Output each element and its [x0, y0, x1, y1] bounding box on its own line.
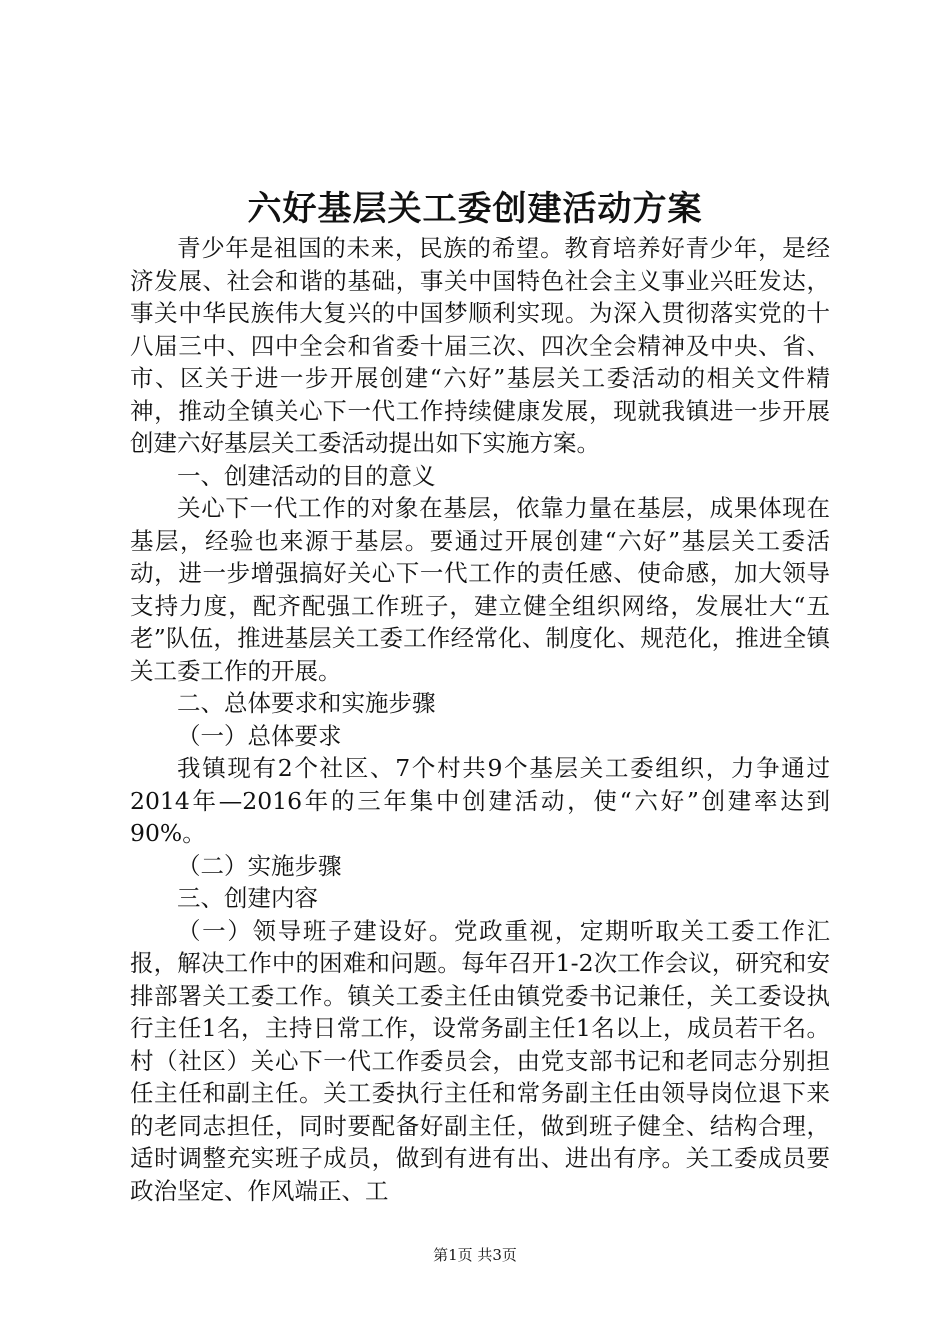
page-number-footer: 第1页 共3页	[433, 1246, 517, 1264]
subheading-general-requirements: （一）总体要求	[177, 721, 342, 750]
subheading-implementation-steps: （二）实施步骤	[177, 851, 342, 880]
heading-section-1: 一、创建活动的目的意义	[177, 461, 436, 490]
document-title: 六好基层关工委创建活动方案	[247, 189, 703, 229]
paragraph-leadership: （一）领导班子建设好。党政重视，定期听取关工委工作汇报，解决工作中的困难和问题。每年召开1-2次工作会议，研究和安排部署关工委工作。镇关工委主任由镇党委书记兼任，关工委设执行主任1名，主持日常工作，设常务副主任1名以上，成员若干名。村（社区）关心下一代工作委员会，由党支部书记和老同志分别担任主任和副主任。关工委执行主任和常务副主任由领导岗位退下来的老同志担任，同时要配备好副主任，做到班子健全、结构合理，适时调整充实班子成员，做到有进有出、进出有序。关工委成员要政治坚定、作风端正、工	[130, 916, 830, 1205]
paragraph-intro: 青少年是祖国的未来，民族的希望。教育培养好青少年，是经济发展、社会和谐的基础，事关中国特色社会主义事业兴旺发达，事关中华民族伟大复兴的中国梦顺利实现。为深入贯彻落实党的十八届三中、四中全会和省委十届三次、四次全会精神及中央、省、市、区关于进一步开展创建“六好”基层关工委活动的相关文件精神，推动全镇关心下一代工作持续健康发展，现就我镇进一步开展创建六好基层关工委活动提出如下实施方案。	[130, 234, 830, 457]
paragraph-general-requirements: 我镇现有2个社区、7个村共9个基层关工委组织，力争通过2014年—2016年的三年集中创建活动，使“六好”创建率达到90%。	[130, 754, 830, 847]
document-body	[130, 232, 830, 1207]
paragraph-section-1: 关心下一代工作的对象在基层，依靠力量在基层，成果体现在基层，经验也来源于基层。要通过开展创建“六好”基层关工委活动，进一步增强搞好关心下一代工作的责任感、使命感，加大领导支持力度，配齐配强工作班子，建立健全组织网络，发展壮大“五老”队伍，推进基层关工委工作经常化、制度化、规范化，推进全镇关工委工作的开展。	[130, 494, 830, 685]
heading-section-2: 二、总体要求和实施步骤	[177, 689, 436, 717]
heading-section-3: 三、创建内容	[177, 884, 318, 912]
